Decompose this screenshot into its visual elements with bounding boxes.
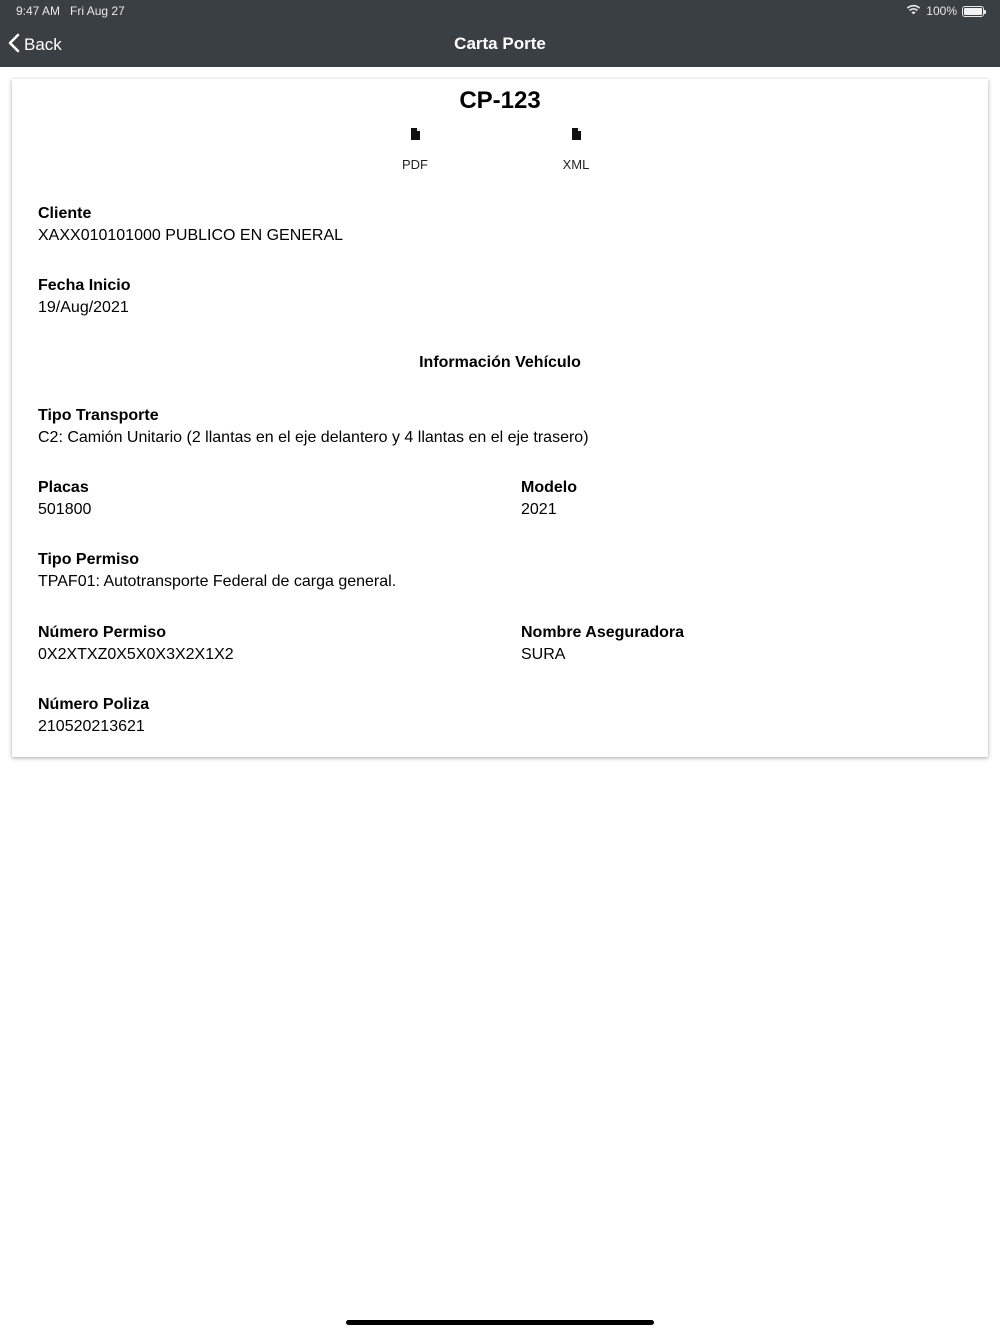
field-numero-poliza: [38, 695, 149, 738]
battery-percent: 100%: [926, 4, 957, 18]
document-title: CP-123: [459, 87, 541, 114]
field-value: SURA: [521, 646, 566, 663]
field-numero-permiso: [38, 623, 234, 666]
status-date-text: Fri Aug 27: [70, 4, 125, 18]
field-tipo-transporte: [38, 406, 589, 449]
carta-porte-card: [12, 79, 988, 757]
field-value: XAXX010101000 PUBLICO EN GENERAL: [38, 227, 344, 244]
field-label: Nombre Aseguradora: [521, 624, 684, 641]
pdf-button[interactable]: [375, 127, 455, 172]
page-title: Carta Porte: [454, 34, 546, 53]
field-value: C2: Camión Unitario (2 llantas en el eje delantero y 4 llantas en el eje trasero): [38, 429, 589, 446]
field-value: 210520213621: [38, 718, 145, 735]
field-fecha-inicio: [38, 276, 130, 319]
field-value: 501800: [38, 501, 92, 518]
field-label: Tipo Transporte: [38, 407, 159, 424]
field-placas: [38, 478, 91, 521]
field-value: 2021: [521, 501, 557, 518]
field-label: Fecha Inicio: [38, 277, 131, 294]
field-modelo: [521, 478, 577, 521]
field-label: Número Poliza: [38, 696, 150, 713]
field-tipo-permiso: [38, 550, 396, 593]
wifi-icon: [906, 4, 921, 18]
status-time-text: 9:47 AM: [16, 4, 61, 18]
xml-button-label: XML: [562, 157, 590, 172]
field-value: TPAF01: Autotransporte Federal de carga general.: [38, 573, 397, 590]
pdf-button-label: PDF: [402, 157, 428, 172]
field-nombre-aseguradora: [521, 623, 684, 666]
status-time: [16, 4, 125, 18]
file-icon: [411, 127, 420, 141]
file-icon: [572, 127, 581, 141]
status-indicators: [906, 3, 984, 19]
field-label: Modelo: [521, 479, 577, 496]
field-label: Tipo Permiso: [38, 551, 140, 568]
field-label: Placas: [38, 479, 89, 496]
field-label: Cliente: [38, 205, 92, 222]
xml-button[interactable]: [536, 127, 616, 172]
field-cliente: [38, 204, 343, 247]
navigation-bar: [0, 0, 1000, 67]
field-value: 19/Aug/2021: [38, 299, 129, 316]
field-value: 0X2XTXZ0X5X0X3X2X1X2: [38, 646, 234, 663]
section-title-vehiculo: Información Vehículo: [419, 354, 581, 371]
back-button-label: Back: [24, 35, 62, 54]
field-label: Número Permiso: [38, 624, 167, 641]
battery-icon: [962, 6, 984, 17]
home-indicator[interactable]: [346, 1320, 654, 1325]
